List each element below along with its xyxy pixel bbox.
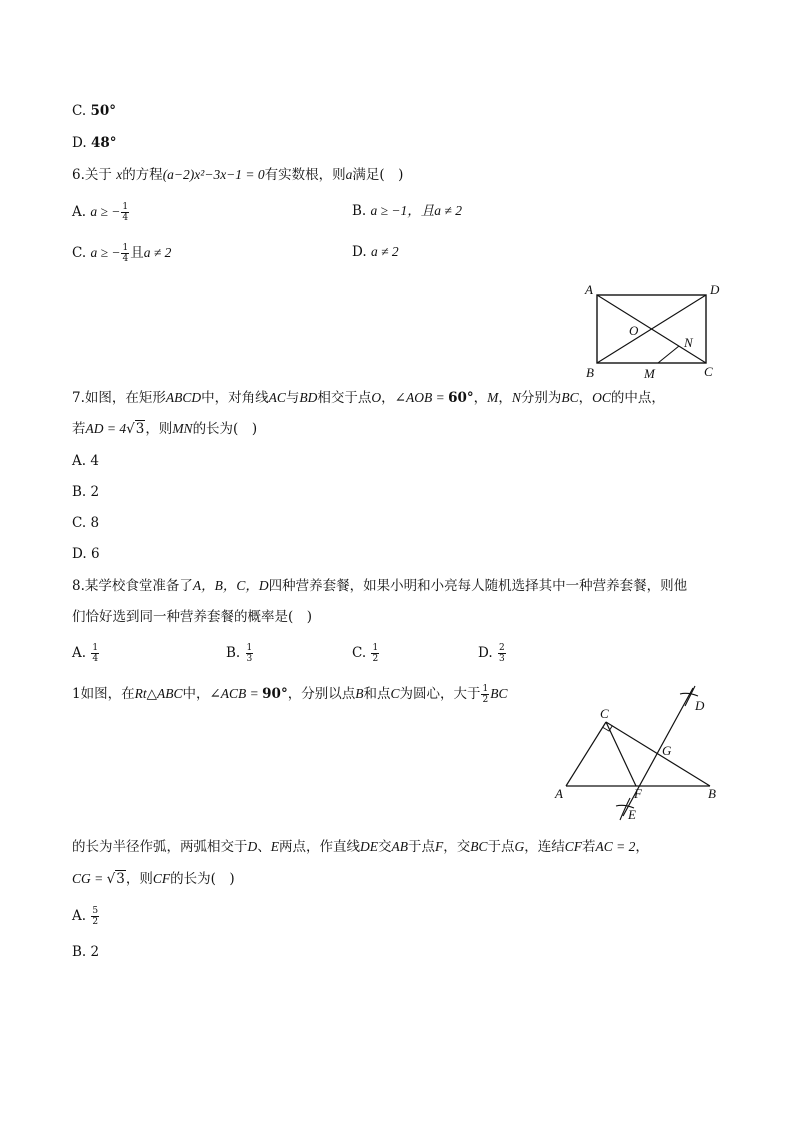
label-c: C: [600, 706, 609, 721]
label-o: O: [629, 323, 639, 338]
q7-stem-line1: 7.如图，在矩形ABCD中，对角线AC与BD相交于点O，∠AOB = 60°，M，N分别为BC，OC的中点，: [72, 390, 665, 406]
side-ac: [566, 722, 606, 786]
label-a: A: [585, 282, 593, 297]
arc-d-2: [685, 686, 695, 706]
q8-option-b: B. $\frac{1}{3}$: [226, 643, 253, 664]
label-b: B: [586, 365, 594, 380]
q6-equation: (a−2)x²−3x−1 = 0: [162, 167, 265, 182]
q5-option-d: D. 48°: [72, 135, 117, 151]
q9-stem-line1: 1如图，在Rt△ABC中，∠ACB = 90°，分别以点B和点C为圆心，大于 $\frac{1}{2}$ BC: [72, 684, 508, 705]
q8-option-c: C. $\frac{1}{2}$: [352, 643, 379, 664]
segment-mn: [658, 346, 679, 363]
q5-option-d-value: 48°: [90, 135, 117, 151]
label-d: D: [710, 282, 720, 297]
q6-option-b: B. a ≥ −1，且a ≠ 2: [352, 203, 462, 219]
label-b: B: [708, 786, 716, 801]
q6-option-c: C. a ≥ − $\frac{1}{4}$ 且a ≠ 2: [72, 243, 172, 264]
q8-option-d: D. $\frac{2}{3}$: [478, 643, 505, 664]
q6-option-d: D. a ≠ 2: [352, 244, 399, 260]
q9-option-a: A. $\frac{5}{2}$: [72, 906, 99, 927]
q9-triangle-figure: [548, 680, 728, 830]
q8-stem-line2: 们恰好选到同一种营养套餐的概率是( ): [72, 609, 313, 625]
label-a: A: [555, 786, 563, 801]
label-n: N: [684, 335, 693, 350]
q5-option-c-value: 50°: [90, 103, 116, 119]
q7-rectangle-figure: [580, 280, 730, 384]
q7-option-d: D. 6: [72, 546, 100, 562]
label-f: F: [634, 786, 642, 801]
label-m: M: [644, 366, 655, 381]
q7-option-c: C. 8: [72, 515, 100, 531]
label-g: G: [662, 743, 672, 758]
q9-option-b: B. 2: [72, 944, 100, 960]
q7-stem-line2: 若AD = 4√3，则MN的长为( ): [72, 421, 258, 437]
q5-option-c: C. 50°: [72, 103, 116, 119]
q8-stem-line1: 8.某学校食堂准备了A，B，C，D四种营养套餐，如果小明和小亮每人随机选择其中一种营养套餐，则他: [72, 578, 688, 594]
q6-option-a: A. a ≥ − $\frac{1}{4}$: [72, 202, 129, 223]
q7-option-b: B. 2: [72, 484, 100, 500]
q7-option-a: A. 4: [72, 453, 99, 469]
label-d: D: [695, 698, 705, 713]
q6-stem: 6.关于 x的方程(a−2)x²−3x−1 = 0有实数根，则a满足( ): [72, 167, 404, 183]
q8-option-a: A. $\frac{1}{4}$: [72, 643, 99, 664]
label-e: E: [628, 807, 636, 822]
q9-stem-line2: 的长为半径作弧，两弧相交于D、E两点，作直线DE交AB于点F，交BC于点G，连结CF若AC = 2，: [72, 839, 649, 855]
q9-stem-line3: CG = √3，则CF的长为( ): [72, 871, 235, 887]
label-c: C: [704, 364, 713, 379]
